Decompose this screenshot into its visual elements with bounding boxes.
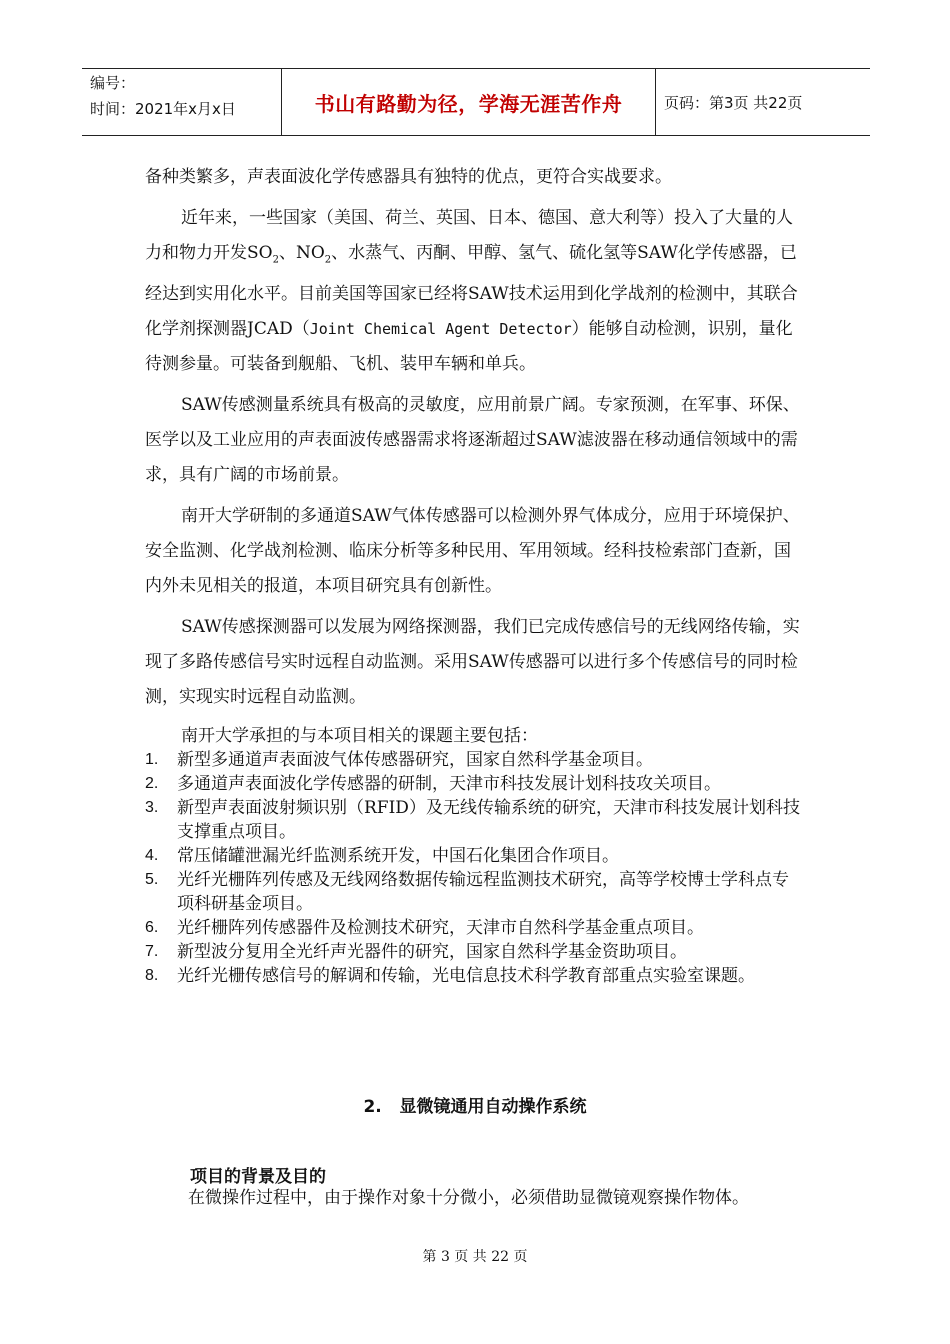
list-item: 8. 光纤光栅传感信号的解调和传输，光电信息技术科学教育部重点实验室课题。 <box>145 966 755 986</box>
header-meta-cell <box>82 69 282 135</box>
project-list <box>145 748 805 988</box>
section-title: 2. 显微镜通用自动操作系统 <box>363 1097 587 1117</box>
header-motto: 书山有路勤为径，学海无涯苦作舟 <box>282 69 656 135</box>
page-footer: 第 3 页 共 22 页 <box>422 1249 528 1265</box>
paragraph-3: SAW传感测量系统具有极高的灵敏度，应用前景广阔。专家预测，在军事、环保、医学以及工业应用的声表面波传感器需求将逐渐超过SAW滤波器在移动通信领域中的需求，具有广阔的市场前景。 <box>145 395 800 486</box>
section-subtitle: 项目的背景及目的 <box>190 1167 326 1187</box>
list-item: 3. 新型声表面波射频识别（RFID）及无线传输系统的研究，天津市科技发展计划科技支撑重点项目。 <box>145 798 800 842</box>
list-item: 2. 多通道声表面波化学传感器的研制，天津市科技发展计划科技攻关项目。 <box>145 774 721 794</box>
list-item: 5. 光纤光栅阵列传感及无线网络数据传输远程监测技术研究，高等学校博士学科点专项科研基金项目。 <box>145 870 789 914</box>
doc-time-label: 时间：2021年x月x日 <box>90 100 236 118</box>
header-page-code: 页码：第3页 共22页 <box>664 93 803 112</box>
list-item: 4. 常压储罐泄漏光纤监测系统开发，中国石化集团合作项目。 <box>145 846 619 866</box>
paragraph-4: 南开大学研制的多通道SAW气体传感器可以检测外界气体成分，应用于环境保护、安全监测、化学战剂检测、临床分析等多种民用、军用领域。经科技检索部门查新，国内外未见相关的报道，本项目研究具有创新性。 <box>145 506 800 597</box>
body-text <box>145 160 805 715</box>
section-first-paragraph: 在微操作过程中，由于操作对象十分微小，必须借助显微镜观察操作物体。 <box>188 1188 749 1208</box>
list-item: 1. 新型多通道声表面波气体传感器研究，国家自然科学基金项目。 <box>145 750 653 770</box>
page-header <box>82 68 870 136</box>
paragraph-1: 备种类繁多，声表面波化学传感器具有独特的优点，更符合实战要求。 <box>145 167 672 187</box>
list-item: 7. 新型波分复用全光纤声光器件的研究，国家自然科学基金资助项目。 <box>145 942 687 962</box>
list-item: 6. 光纤栅阵列传感器件及检测技术研究，天津市自然科学基金重点项目。 <box>145 918 704 938</box>
paragraph-5: SAW传感探测器可以发展为网络探测器，我们已完成传感信号的无线网络传输，实现了多路传感信号实时远程自动监测。采用SAW传感器可以进行多个传感信号的同时检测，实现实时远程自动监测。 <box>145 617 800 708</box>
doc-number-label: 编号： <box>90 74 136 92</box>
list-intro: 南开大学承担的与本项目相关的课题主要包括： <box>181 726 538 746</box>
paragraph-2: 近年来，一些国家（美国、荷兰、英国、日本、德国、意大利等）投入了大量的人力和物力开发$SO_2$、$NO_2$、水蒸气、丙酮、甲醇、氢气、硫化氢等SAW化学传感器，已经达到实用化水平。目前美国等国家已经将SAW技术运用到化学战剂的检测中，其联合化学剂探测器JCAD（Joint Chemical Agent Detector）能够自动检测，识别，量化待测参量。可装备到舰船、飞机、装甲车辆和单兵。 <box>145 208 798 375</box>
